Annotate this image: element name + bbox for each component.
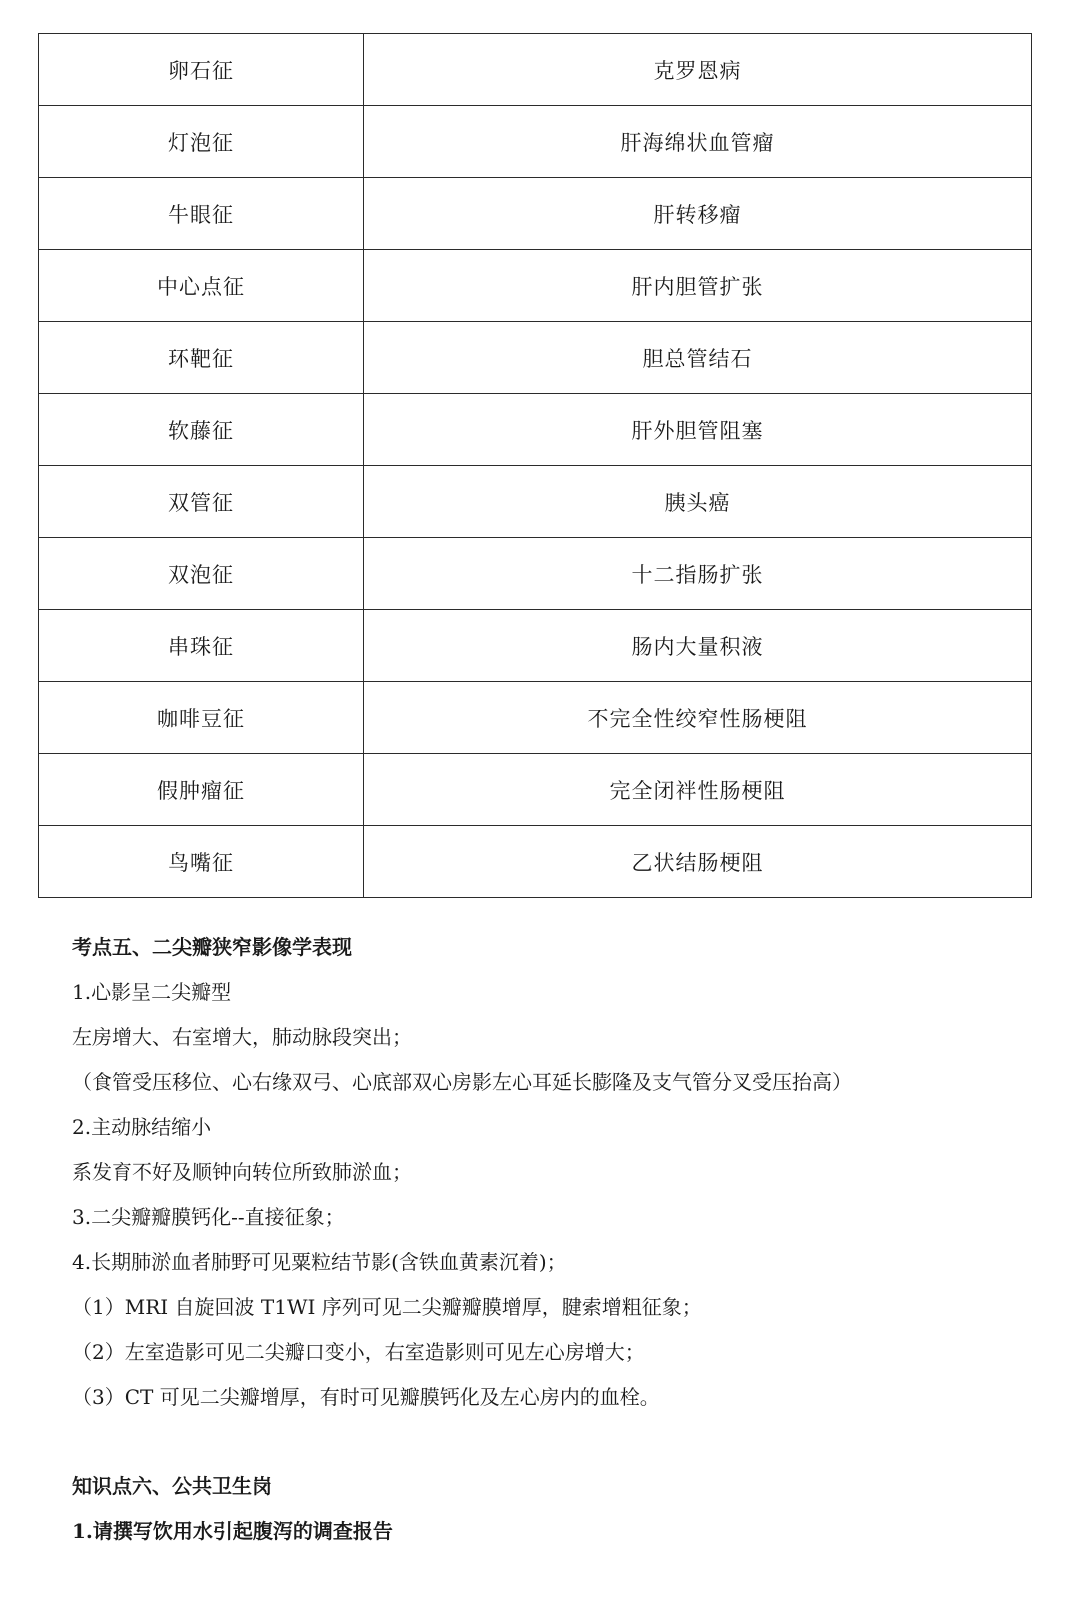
disease-cell: 不完全性绞窄性肠梗阻 [364,682,1032,754]
disease-cell: 完全闭袢性肠梗阻 [364,754,1032,826]
paragraph-line: （2）左室造影可见二尖瓣口变小，右室造影则可见左心房增大； [72,1340,645,1364]
section-6-heading: 知识点六、公共卫生岗 [72,1474,272,1498]
disease-cell: 克罗恩病 [364,34,1032,106]
disease-cell: 十二指肠扩张 [364,538,1032,610]
disease-cell: 胰头癌 [364,466,1032,538]
sign-disease-table [38,33,1032,898]
table-row [39,250,1032,322]
table-row [39,682,1032,754]
sign-cell: 假肿瘤征 [39,754,364,826]
table-row [39,826,1032,898]
table-row [39,34,1032,106]
paragraph-line: 1.心影呈二尖瓣型 [72,980,232,1004]
sign-cell: 灯泡征 [39,106,364,178]
disease-cell: 肝海绵状血管瘤 [364,106,1032,178]
table-row [39,610,1032,682]
paragraph-line: （1）MRI 自旋回波 T1WI 序列可见二尖瓣瓣膜增厚，腱索增粗征象； [72,1295,702,1319]
sign-cell: 环靶征 [39,322,364,394]
table-row [39,466,1032,538]
disease-cell: 肝内胆管扩张 [364,250,1032,322]
sign-cell: 双管征 [39,466,364,538]
paragraph-line: （食管受压移位、心右缘双弓、心底部双心房影左心耳延长膨隆及支气管分叉受压抬高） [72,1070,852,1094]
paragraph-line: 左房增大、右室增大，肺动脉段突出； [72,1025,412,1049]
sign-disease-table-body [39,34,1032,898]
sign-cell: 中心点征 [39,250,364,322]
sign-cell: 牛眼征 [39,178,364,250]
sign-cell: 鸟嘴征 [39,826,364,898]
disease-cell: 肝外胆管阻塞 [364,394,1032,466]
section-divider [72,1420,1032,1464]
paragraph-line: （3）CT 可见二尖瓣增厚，有时可见瓣膜钙化及左心房内的血栓。 [72,1385,660,1409]
section-6-subheading: 1.请撰写饮用水引起腹泻的调查报告 [72,1519,393,1543]
paragraph-line: 3.二尖瓣瓣膜钙化--直接征象； [72,1205,345,1229]
sign-cell: 双泡征 [39,538,364,610]
sign-cell: 咖啡豆征 [39,682,364,754]
paragraph-line: 4.长期肺淤血者肺野可见粟粒结节影(含铁血黄素沉着)； [72,1250,567,1274]
sign-cell: 卵石征 [39,34,364,106]
disease-cell: 肠内大量积液 [364,610,1032,682]
table-row [39,322,1032,394]
table-row [39,754,1032,826]
document-body [72,925,1032,1554]
disease-cell: 乙状结肠梗阻 [364,826,1032,898]
table-row [39,538,1032,610]
section-5-heading: 考点五、二尖瓣狭窄影像学表现 [72,935,352,959]
table-row [39,178,1032,250]
paragraph-line: 系发育不好及顺钟向转位所致肺淤血； [72,1160,412,1184]
table-row [39,394,1032,466]
disease-cell: 肝转移瘤 [364,178,1032,250]
sign-cell: 软藤征 [39,394,364,466]
disease-cell: 胆总管结石 [364,322,1032,394]
sign-cell: 串珠征 [39,610,364,682]
paragraph-line: 2.主动脉结缩小 [72,1115,212,1139]
table-row [39,106,1032,178]
